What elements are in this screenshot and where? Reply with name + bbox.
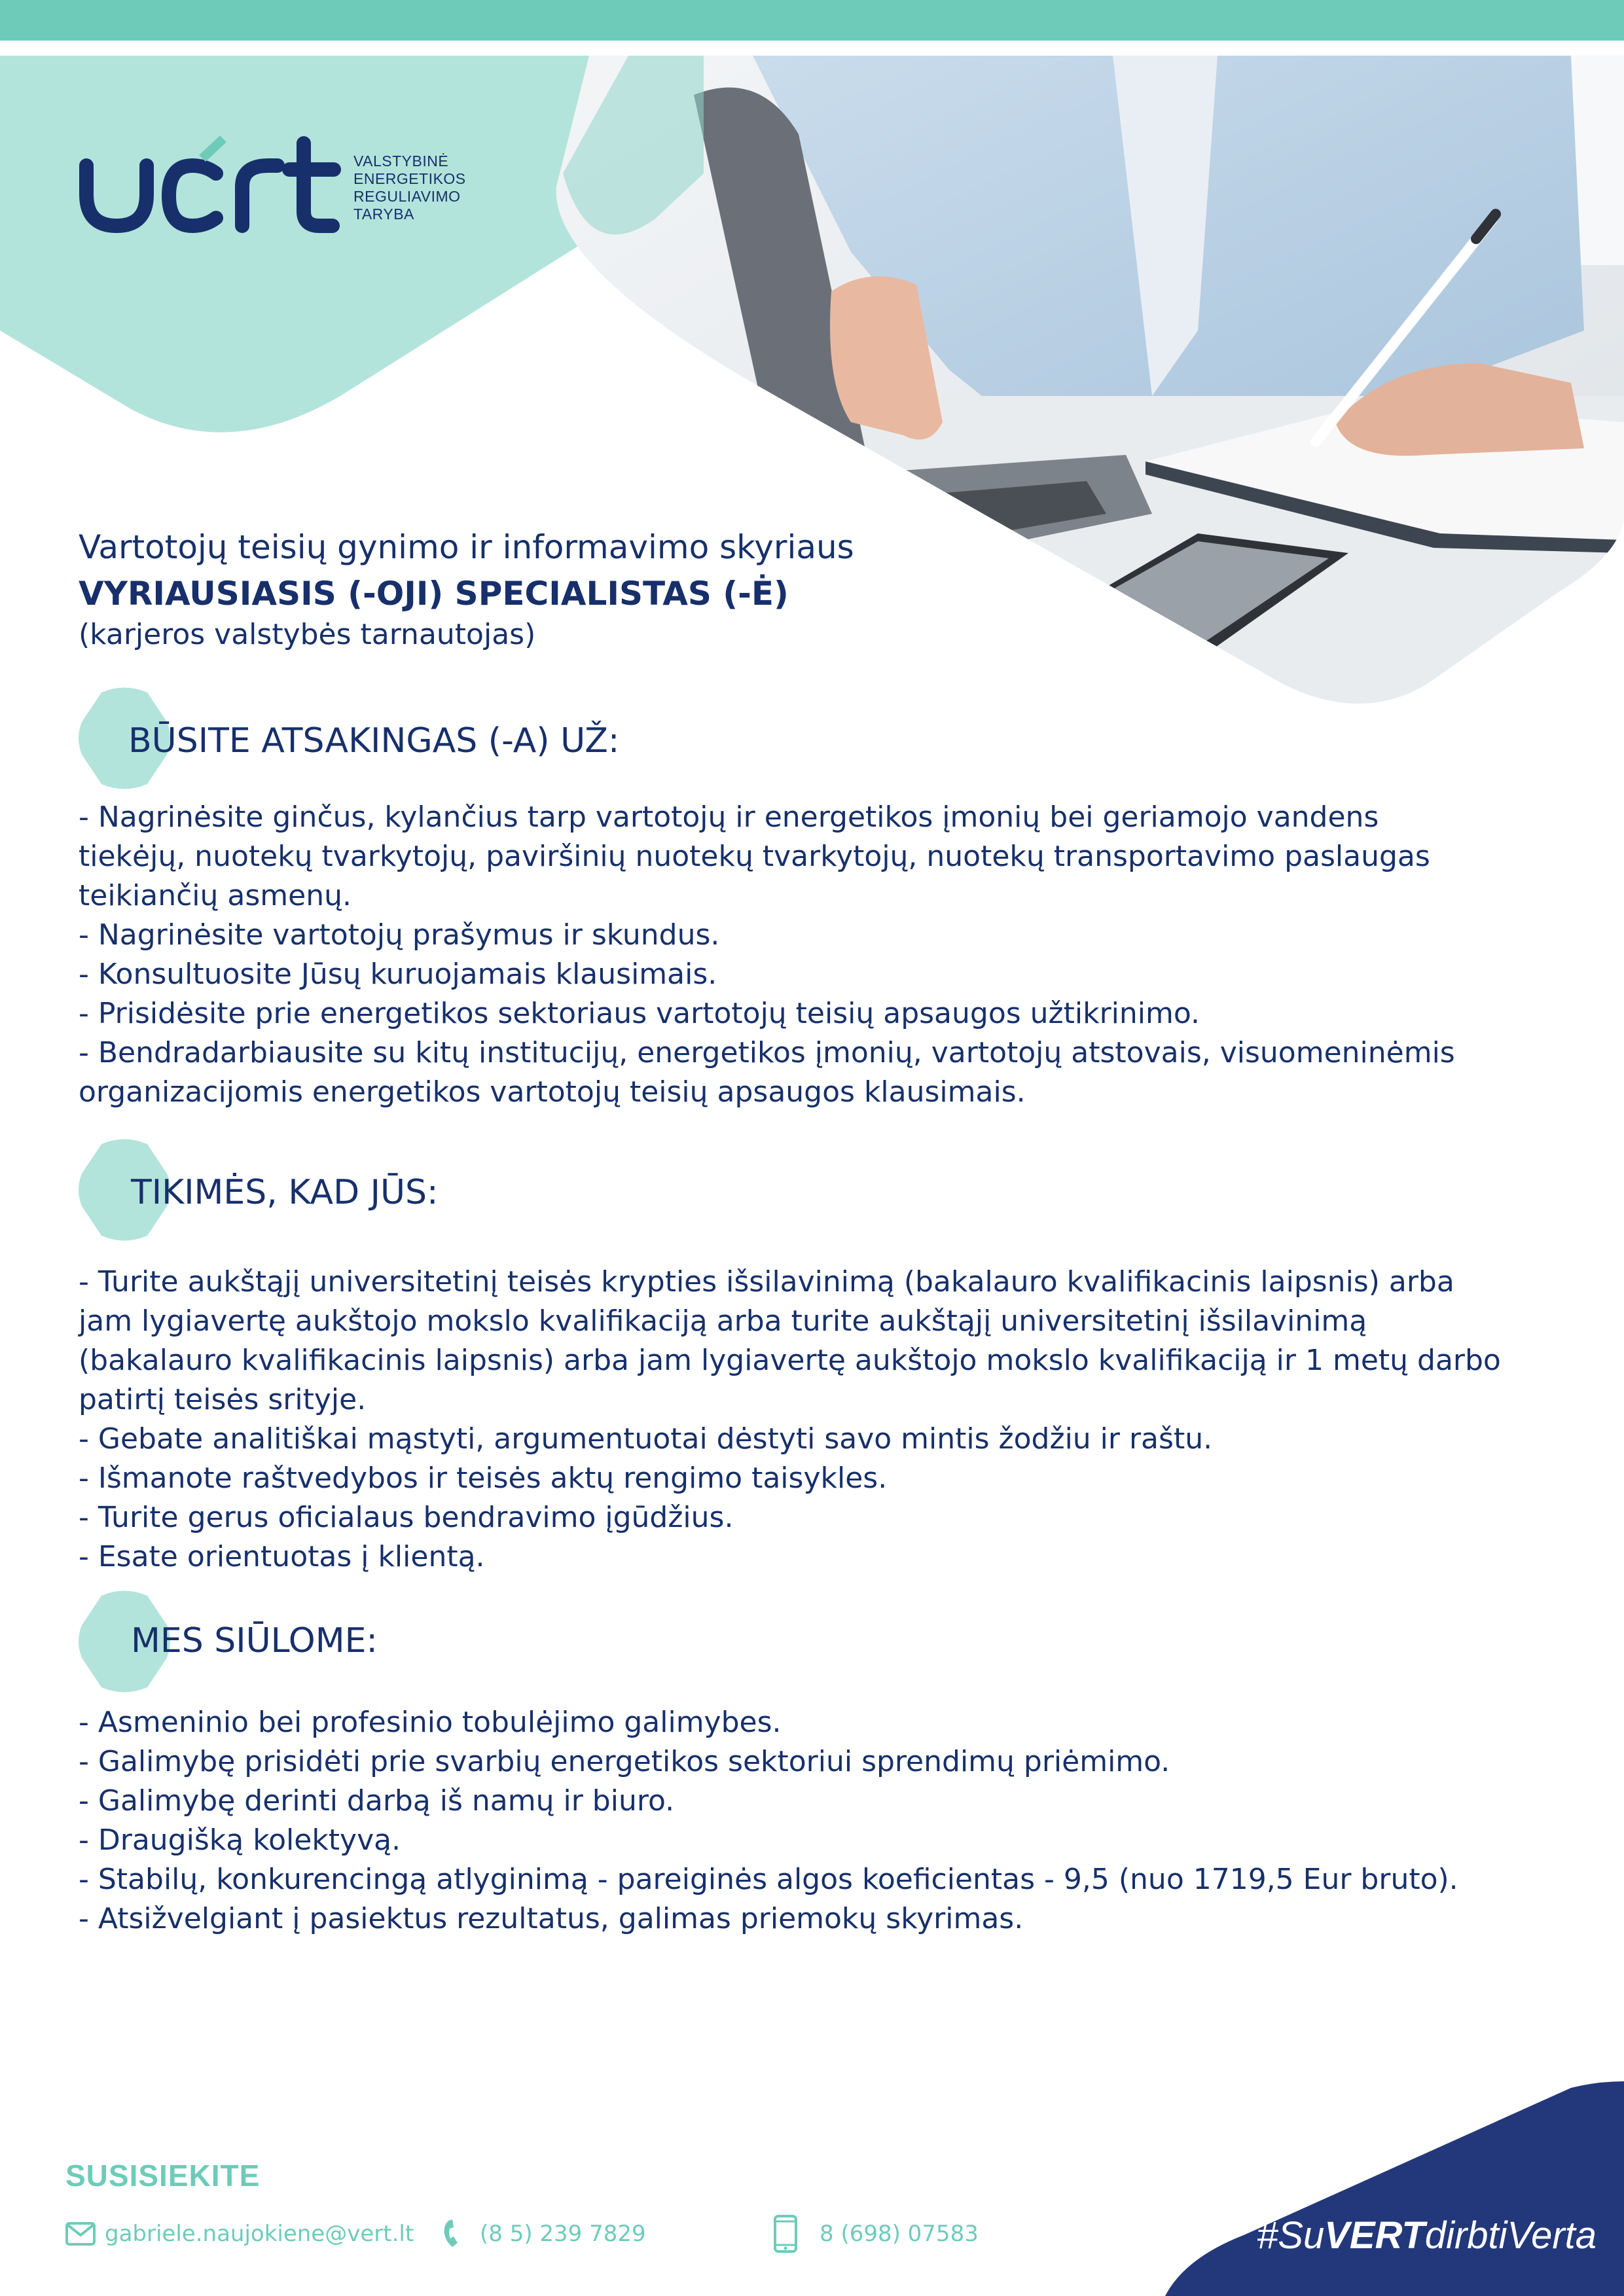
list-item: organizacijomis energetikos vartotojų teisių apsaugos klausimais. (79, 1075, 1026, 1109)
section-heading-requirements: TIKIMĖS, KAD JŪS: (131, 1173, 439, 1212)
list-item: patirtį teisės srityje. (79, 1383, 367, 1416)
contact-email[interactable] (65, 2217, 414, 2250)
hashtag-slogan: #SuVERTdirbtiVerta (1257, 2214, 1597, 2257)
mail-icon (65, 2222, 96, 2246)
list-item: - Stabilų, konkurencingą atlyginimą - pareiginės algos koeficientas - 9,5 (nuo 1719,5 Eur bruto). (79, 1863, 1458, 1896)
top-accent-bar (0, 0, 1624, 41)
list-item: - Turite aukštąjį universitetinį teisės krypties išsilavinimą (bakalauro kvalifikacinis laipsnis) arba (79, 1265, 1454, 1299)
list-item: teikiančių asmenų. (79, 879, 352, 912)
list-item: - Draugišką kolektyvą. (79, 1823, 401, 1857)
phone-icon (442, 2218, 461, 2250)
list-item: - Turite gerus oficialaus bendravimo įgūdžius. (79, 1501, 734, 1534)
position-type: (karjeros valstybės tarnautojas) (79, 618, 536, 651)
responsibilities-list (79, 798, 1571, 1112)
contact-phone[interactable] (442, 2217, 646, 2250)
list-item: - Bendradarbiausite su kitų institucijų, energetikos įmonių, vartotojų atstovais, visuomeninėmis (79, 1036, 1455, 1069)
section-heading-offer: MES SIŪLOME: (131, 1621, 378, 1660)
contact-phone-text: (8 5) 239 7829 (480, 2221, 646, 2247)
org-name: VALSTYBINĖ ENERGETIKOS REGULIAVIMO TARYBA (353, 152, 466, 223)
list-item: jam lygiavertę aukštojo mokslo kvalifikaciją arba turite aukštąjį universitetinį išsilavinimą (79, 1304, 1367, 1338)
list-item: - Nagrinėsite ginčus, kylančius tarp vartotojų ir energetikos įmonių bei geriamojo vandens (79, 800, 1379, 834)
position-title: VYRIAUSIASIS (-OJI) SPECIALISTAS (-Ė) (79, 575, 789, 613)
list-item: - Galimybę derinti darbą iš namų ir biuro. (79, 1784, 675, 1818)
mobile-icon (772, 2215, 799, 2253)
department-name: Vartotojų teisių gynimo ir informavimo skyriaus (79, 528, 854, 566)
section-heading-responsibilities: BŪSITE ATSAKINGAS (-A) UŽ: (128, 721, 620, 761)
contact-mobile[interactable] (772, 2215, 979, 2253)
list-item: - Gebate analitiškai mąstyti, argumentuotai dėstyti savo mintis žodžiu ir raštu. (79, 1422, 1213, 1456)
list-item: - Konsultuosite Jūsų kuruojamais klausimais. (79, 958, 717, 991)
contact-email-text: gabriele.naujokiene@vert.lt (105, 2221, 414, 2247)
list-item: - Esate orientuotas į klientą. (79, 1540, 485, 1573)
requirements-list (79, 1263, 1571, 1577)
hashtag-corner-shape (1165, 2081, 1624, 2296)
list-item: (bakalauro kvalifikacinis laipsnis) arba jam lygiavertę aukštojo mokslo kvalifikaciją ir 1 metų darbo (79, 1344, 1501, 1377)
list-item: - Prisidėsite prie energetikos sektoriaus vartotojų teisių apsaugos užtikrinimo. (79, 997, 1200, 1030)
list-item: - Nagrinėsite vartotojų prašymus ir skundus. (79, 918, 720, 952)
list-item: tiekėjų, nuotekų tvarkytojų, paviršinių nuotekų tvarkytojų, nuotekų transportavimo paslaugas (79, 840, 1430, 873)
offer-list (79, 1703, 1571, 1939)
list-item: - Išmanote raštvedybos ir teisės aktų rengimo taisykles. (79, 1462, 888, 1495)
contact-mobile-text: 8 (698) 07583 (820, 2221, 979, 2247)
contact-title: SUSISIEKITE (65, 2159, 261, 2193)
list-item: - Atsižvelgiant į pasiektus rezultatus, galimas priemokų skyrimas. (79, 1902, 1024, 1935)
list-item: - Asmeninio bei profesinio tobulėjimo galimybes. (79, 1706, 782, 1739)
list-item: - Galimybę prisidėti prie svarbių energetikos sektoriui sprendimų priėmimo. (79, 1745, 1170, 1778)
